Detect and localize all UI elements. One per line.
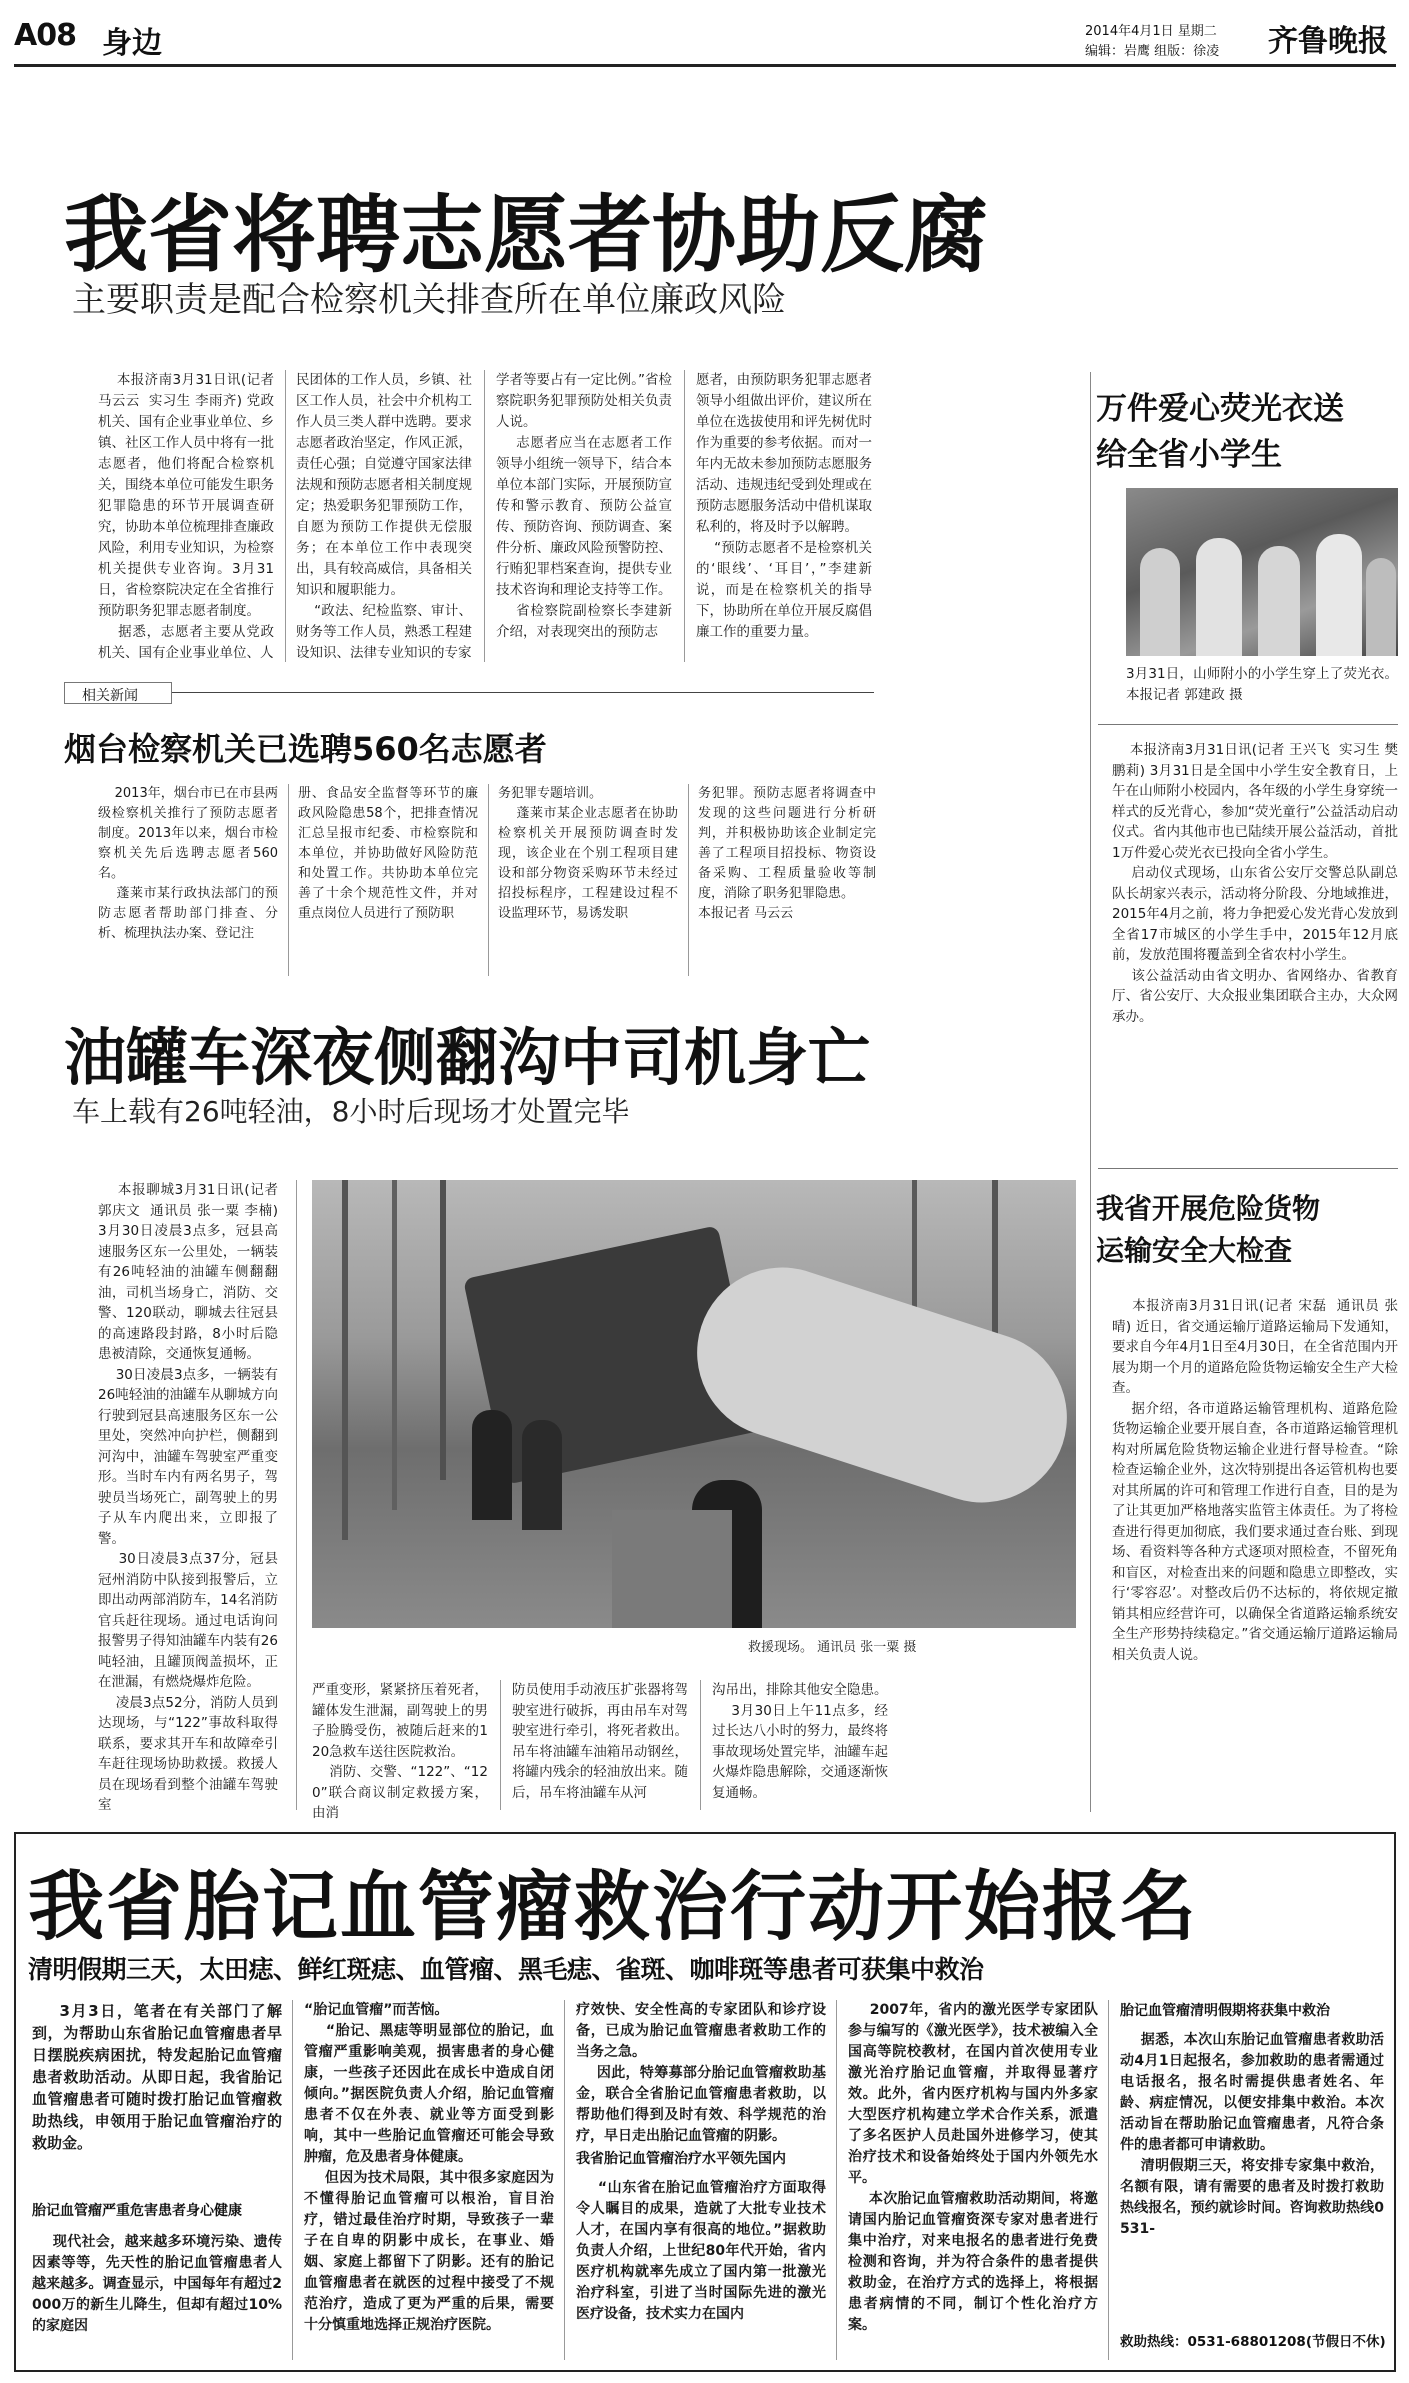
story2-col1: 本报聊城3月31日讯(记者 郭庆文 通讯员 张一粟 李楠) 3月30日凌晨3点多，冠县高速服务区东一公里处，一辆装有26吨轻油的油罐车侧翻翻油，司机当场身亡，消防、交警、120联动，聊城去往冠县的高速路段封路，8小时后隐患被清除，交通恢复通畅。 30日凌晨3点多，一辆装有26吨轻油的油罐车从聊城方向行驶到冠县高速服务区东一公里处，突然冲向护栏，侧翻到河沟中，油罐车驾驶室严重变形。当时车内有两名男子，驾驶员当场死亡，副驾驶上的男子从车内爬出来，立即报了警。 30日凌晨3点37分，冠县冠州消防中队接到报警后，立即出动两部消防车，14名消防官兵赶往现场。通过电话询问报警男子得知油罐车内装有26吨轻油，且罐顶阀盖损坏，正在泄漏，有燃烧爆炸危险。 凌晨3点52分，消防人员到达现场，与“122”事故科取得联系，要求其开车和故障牵引车赶往现场协助救援。救援人员在现场看到整个油罐车驾驶室 (98, 1182, 278, 1813)
header-date: 2014年4月1日 星期二 (1085, 24, 1217, 39)
header-editor: 编辑：岩鹰 组版：徐凌 (1085, 44, 1220, 59)
ad-col1-text: 现代社会，越来越多环境污染、遗传因素等等，先天性的胎记血管瘤患者人越来越多。调查显示，中国每年有超过2000万的新生儿降生，但却有超过10%的家庭因 (32, 2234, 283, 2334)
ad-col3-text: 疗效快、安全性高的专家团队和诊疗设备，已成为胎记血管瘤患者救助工作的当务之急。 因此，特筹募部分胎记血管瘤救助基金，联合全省胎记血管瘤患者救助，以帮助他们得到及时有效、科学规范的治疗，早日走出胎记血管瘤的阴影。 (576, 2002, 827, 2144)
ad-col3-subhead: 我省胎记血管瘤治疗水平领先国内 (576, 2151, 786, 2167)
side2-text: 本报济南3月31日讯(记者 宋磊 通讯员 张晴) 近日，省交通运输厅道路运输局下发通知，要求自今年4月1日至4月30日，在全省范围内开展为期一个月的道路危险货物运输安全生产大检查。 据介绍，各市道路运输管理机构、道路危险货物运输企业要开展自查，各市道路运输管理机构对所属危险货物运输企业进行督导检查。“除检查运输企业外，这次特别提出各运管机构也要对其所属的许可和管理工作进行自查，目的是为了让其更加严格地落实监管主体责任。为了将检查进行得更加彻底，我们要求通过查台账、到现场、看资料等各种方式逐项对照检查，不留死角和盲区，对检查出来的问题和隐患立即整改，实行‘零容忍’。对整改后仍不达标的，将依规定撤销其相应经营许可，以确保全省道路运输系统安全生产形势持续稳定。”省交通运输厅道路运输局相关负责人说。 (1112, 1298, 1399, 1663)
ad-subhead: 清明假期三天，太田痣、鲜红斑痣、血管瘤、黑毛痣、雀斑、咖啡斑等患者可获集中救治 (28, 1955, 984, 1984)
ad-col5-text: 据悉，本次山东胎记血管瘤患者救助活动4月1日起报名，参加救助的患者需通过电话报名，报名时需提供患者姓名、年龄、病症情况，以便安排集中救治。本次活动旨在帮助胎记血管瘤患者，凡符合条件的患者都可申请救助。 清明假期三天，将安排专家集中救治，名额有限，请有需要的患者及时拨打救助热线报名，预约就诊时间。咨询救助热线0531- (1120, 2032, 1384, 2237)
story1-subhead: 主要职责是配合检察机关排查所在单位廉政风险 (72, 280, 786, 320)
side1-caption: 3月31日，山师附小的小学生穿上了荧光衣。本报记者 郭建政 摄 (1126, 666, 1398, 703)
story2-subhead: 车上载有26吨轻油，8小时后现场才处置完毕 (72, 1095, 630, 1128)
related-col1: 2013年，烟台市已在市县两级检察机关推行了预防志愿者制度。2013年以来，烟台市检察机关先后选聘志愿者560名。 蓬莱市某行政执法部门的预防志愿者帮助部门排查、分析、梳理执法办案、登记注 (98, 786, 278, 941)
story2-headline: 油罐车深夜侧翻沟中司机身亡 (64, 1021, 871, 1094)
side-divider (1090, 372, 1091, 1812)
related-col2: 册、食品安全监督等环节的廉政风险隐患58个，把排查情况汇总呈报市纪委、市检察院和本单位，并协助做好风险防范和处置工作。共协助本单位完善了十余个规范性文件，并对重点岗位人员进行了预防职 (298, 786, 478, 921)
story2-col3: 防员使用手动液压扩张器将驾驶室进行破拆，再由吊车对驾驶室进行牵引，将死者救出。吊车将油罐车油箱吊动钢丝，将罐内残余的轻油放出来。随后，吊车将油罐车从河 (512, 1682, 688, 1801)
related-rule (64, 692, 874, 693)
related-col4: 务犯罪。预防志愿者将调查中发现的这些问题进行分析研判，并积极协助该企业制定完善了工程项目招投标、物资设备采购、工程质量验收等制度，消除了职务犯罪隐患。 本报记者 马云云 (698, 786, 876, 921)
story2-col2: 严重变形，紧紧挤压着死者，罐体发生泄漏，副驾驶上的男子脸腾受伤，被随后赶来的120急救车送往医院救治。 消防、交警、“122”、“120”联合商议制定救援方案，由消 (312, 1682, 488, 1821)
ad-col5-subhead: 胎记血管瘤清明假期将获集中救治 (1120, 2003, 1330, 2019)
header-rule (14, 64, 1396, 67)
ad-col1-lead: 3月3日，笔者在有关部门了解到，为帮助山东省胎记血管瘤患者早日摆脱疾病困扰，特发起胎记血管瘤患者救助活动。从即日起，我省胎记血管瘤患者可随时拨打胎记血管瘤救助热线，申领用于胎记血管瘤治疗的救助金。 (32, 2002, 282, 2152)
story2-photo (312, 1180, 1076, 1628)
ad-col2-text: “胎记血管瘤”而苦恼。 “胎记、黑痣等明显部位的胎记，血管瘤严重影响美观，损害患者的身心健康，一些孩子还因此在成长中造成自闭倾向。”据医院负责人介绍，胎记血管瘤患者不仅在外表、就业等方面受到影响，其中一些胎记血管瘤还可能会导致肿瘤，危及患者身体健康。 但因为技术局限，其中很多家庭因为不懂得胎记血管瘤可以根治，盲目治疗，错过最佳治疗时期，导致孩子一辈子在自卑的阴影中成长，在事业、婚姻、家庭上都留下了阴影。还有的胎记血管瘤患者在就医的过程中接受了不规范治疗，造成了更为严重的后果，需要十分慎重地选择正规治疗医院。 (304, 2002, 555, 2333)
story1-col3: 学者等要占有一定比例。”省检察院职务犯罪预防处相关负责人说。 志愿者应当在志愿者工作领导小组统一领导下，结合本单位本部门实际，开展预防宣传和警示教育、预防公益宣传、预防咨询、预防调查、案件分析、廉政风险预警防控、行贿犯罪档案查询，提供专业技术咨询和理论支持等工作。 省检察院副检察长李建新介绍，对表现突出的预防志 (496, 372, 673, 640)
ad-col3-text2: “山东省在胎记血管瘤治疗方面取得令人瞩目的成果，造就了大批专业技术人才，在国内享有很高的地位。”据救助负责人介绍，上世纪80年代开始，省内医疗机构就率先成立了国内第一批激光治疗科室，引进了当时国际先进的激光医疗设备，技术实力在国内 (576, 2180, 826, 2322)
related-headline: 烟台检察机关已选聘560名志愿者 (64, 730, 547, 768)
newspaper-logo: 齐鲁晚报 (1268, 24, 1388, 59)
related-col3: 务犯罪专题培训。 蓬莱市某企业志愿者在协助检察机关开展预防调查时发现，该企业在个别工程项目建设和部分物资采购环节未经过招投标程序，工程建设过程不设监理环节，易诱发职 (498, 786, 678, 921)
section-name: 身边 (102, 26, 162, 61)
ad-col1-subhead: 胎记血管瘤严重危害患者身心健康 (32, 2203, 242, 2219)
side1-text: 本报济南3月31日讯(记者 王兴飞 实习生 樊鹏莉) 3月31日是全国中小学生安全教育日，上午在山师附小校园内，各年级的小学生身穿统一样式的反光背心，参加“荧光童行”公益活动启动仪式。省内其他市也已陆续开展公益活动，首批1万件爱心荧光衣已投向全省小学生。 启动仪式现场，山东省公安厅交警总队副总队长胡家兴表示，活动将分阶段、分地域推进，2015年4月之前，将力争把爱心发光背心发放到全省17市城区的小学生手中，2015年12月底前，发放范围将覆盖到全省农村小学生。 该公益活动由省文明办、省网络办、省教育厅、省公安厅、大众报业集团联合主办，大众网承办。 (1112, 742, 1399, 1025)
story2-caption: 救援现场。 通讯员 张一粟 摄 (748, 1640, 917, 1655)
story1-col4: 愿者，由预防职务犯罪志愿者领导小组做出评价，建议所在单位在选拔使用和评先树优时作为重要的参考依据。而对一年内无故未参加预防志愿服务活动、违规违纪受到处理或在预防志愿服务活动中借机谋取私利的，将及时予以解聘。 “预防志愿者不是检察机关的‘眼线’、‘耳目’，”李建新说，而是在检察机关的指导下，协助所在单位开展反腐倡廉工作的重要力量。 (696, 372, 872, 640)
related-label: 相关新闻 (82, 688, 138, 704)
story1-headline: 我省将聘志愿者协助反腐 (64, 186, 989, 284)
story1-col1: 本报济南3月31日讯(记者 马云云 实习生 李雨齐) 党政机关、国有企业事业单位、乡镇、社区工作人员中将有一批志愿者，他们将配合检察机关，围绕本单位可能发生职务犯罪隐患的环节开展调查研究，协助本单位梳理排查廉政风险，利用专业知识，为检察机关提供专业咨询。3月31日，省检察院决定在全省推行预防职务犯罪志愿者制度。 据悉，志愿者主要从党政机关、国有企业事业单位、人 (98, 372, 275, 661)
ad-col4-text: 2007年，省内的激光医学专家团队参与编写的《激光医学》，技术被编入全国高等院校教材，在国内首次使用专业激光治疗胎记血管瘤，并取得显著疗效。此外，省内医疗机构与国内外多家大型医疗机构建立学术合作关系，派遣了多名医护人员赴国外进修学习，使其治疗技术和设备始终处于国内外领先水平。 本次胎记血管瘤救助活动期间，将邀请国内胎记血管瘤资深专家对患者进行集中治疗，对来电报名的患者进行免费检测和咨询，并为符合条件的患者提供救助金，在治疗方式的选择上，将根据患者病情的不同，制订个性化治疗方案。 (848, 2002, 1099, 2333)
ad-headline: 我省胎记血管瘤救治行动开始报名 (28, 1862, 1198, 1951)
story2-col4: 沟吊出，排除其他安全隐患。 3月30日上午11点多，经过长达八小时的努力，最终将事故现场处置完毕，油罐车起火爆炸隐患解除，交通逐渐恢复通畅。 (712, 1682, 888, 1801)
side1-headline: 万件爱心荧光衣送给全省小学生 (1096, 391, 1344, 473)
page-number: A08 (14, 18, 76, 53)
side1-photo (1126, 488, 1398, 656)
side2-headline: 我省开展危险货物运输安全大检查 (1096, 1192, 1321, 1267)
story1-col2: 民团体的工作人员，乡镇、社区工作人员，社会中介机构工作人员三类人群中选聘。要求志愿者政治坚定，作风正派，责任心强；自觉遵守国家法律法规和预防志愿者相关制度规定；热爱职务犯罪预防工作，自愿为预防工作提供无偿服务；在本单位工作中表现突出，具有较高威信，具备相关知识和履职能力。 “政法、纪检监察、审计、财务等工作人员，熟悉工程建设知识、法律专业知识的专家 (296, 372, 472, 661)
ad-hotline: 救助热线：0531-68801208(节假日不休) (1120, 2334, 1386, 2350)
